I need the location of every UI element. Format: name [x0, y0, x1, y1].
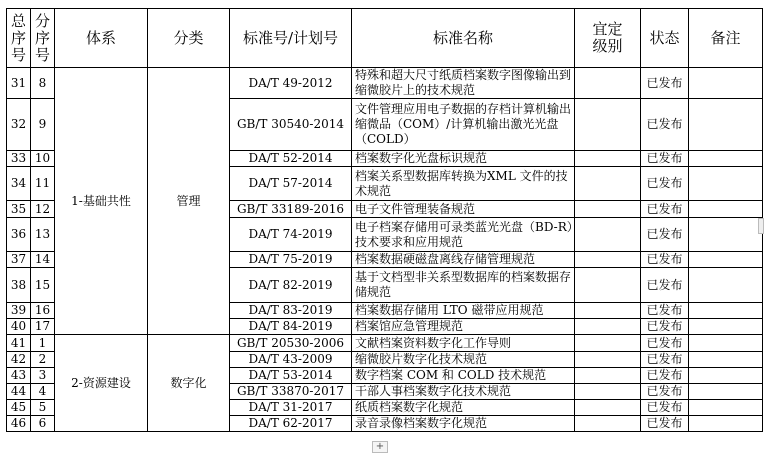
std-name-cell: 录音录像档案数字化规范 — [352, 416, 575, 432]
sub-no-cell: 16 — [31, 303, 55, 319]
level-cell — [575, 384, 641, 400]
remark-cell — [689, 151, 763, 167]
remark-cell — [689, 368, 763, 384]
total-no-cell: 40 — [7, 319, 31, 335]
total-no-cell: 44 — [7, 384, 31, 400]
level-cell — [575, 68, 641, 99]
std-no-cell: DA/T 83-2019 — [230, 303, 352, 319]
header-sub-no: 分序号 — [31, 9, 55, 68]
total-no-cell: 46 — [7, 416, 31, 432]
header-status: 状态 — [641, 9, 689, 68]
std-no-cell: DA/T 57-2014 — [230, 167, 352, 201]
sub-no-cell: 1 — [31, 335, 55, 352]
std-no-cell: DA/T 43-2009 — [230, 352, 352, 368]
total-no-cell: 41 — [7, 335, 31, 352]
remark-cell — [689, 167, 763, 201]
status-cell: 已发布 — [641, 416, 689, 432]
remark-cell — [689, 400, 763, 416]
remark-cell — [689, 201, 763, 218]
level-cell — [575, 218, 641, 252]
sub-no-cell: 13 — [31, 218, 55, 252]
sub-no-cell: 8 — [31, 68, 55, 99]
level-cell — [575, 400, 641, 416]
std-name-cell: 特殊和超大尺寸纸质档案数字图像输出到缩微胶片上的技术规范 — [352, 68, 575, 99]
status-cell: 已发布 — [641, 167, 689, 201]
remark-cell — [689, 99, 763, 151]
std-no-cell: DA/T 31-2017 — [230, 400, 352, 416]
std-no-cell: DA/T 82-2019 — [230, 268, 352, 303]
remark-cell — [689, 319, 763, 335]
status-cell: 已发布 — [641, 99, 689, 151]
level-cell — [575, 335, 641, 352]
std-name-cell: 缩微胶片数字化技术规范 — [352, 352, 575, 368]
level-cell — [575, 201, 641, 218]
total-no-cell: 33 — [7, 151, 31, 167]
header-system: 体系 — [55, 9, 148, 68]
std-name-cell: 数字档案 COM 和 COLD 技术规范 — [352, 368, 575, 384]
header-remark: 备注 — [689, 9, 763, 68]
total-no-cell: 31 — [7, 68, 31, 99]
std-name-cell: 档案数字化光盘标识规范 — [352, 151, 575, 167]
category-cell: 管理 — [148, 68, 230, 335]
add-row-handle[interactable]: + — [372, 441, 388, 453]
sub-no-cell: 15 — [31, 268, 55, 303]
total-no-cell: 34 — [7, 167, 31, 201]
remark-cell — [689, 303, 763, 319]
level-cell — [575, 352, 641, 368]
header-name: 标准名称 — [352, 9, 575, 68]
std-no-cell: DA/T 62-2017 — [230, 416, 352, 432]
level-cell — [575, 416, 641, 432]
status-cell: 已发布 — [641, 368, 689, 384]
std-no-cell: DA/T 53-2014 — [230, 368, 352, 384]
total-no-cell: 38 — [7, 268, 31, 303]
sub-no-cell: 17 — [31, 319, 55, 335]
system-cell: 2-资源建设 — [55, 335, 148, 432]
std-no-cell: DA/T 84-2019 — [230, 319, 352, 335]
system-cell: 1-基础共性 — [55, 68, 148, 335]
status-cell: 已发布 — [641, 218, 689, 252]
std-name-cell: 干部人事档案数字化技术规范 — [352, 384, 575, 400]
status-cell: 已发布 — [641, 268, 689, 303]
remark-cell — [689, 218, 763, 252]
header-level: 宜定级别 — [575, 9, 641, 68]
status-cell: 已发布 — [641, 303, 689, 319]
table-row — [7, 335, 763, 352]
std-no-cell: GB/T 30540-2014 — [230, 99, 352, 151]
header-total-no: 总序号 — [7, 9, 31, 68]
sub-no-cell: 2 — [31, 352, 55, 368]
level-cell — [575, 319, 641, 335]
status-cell: 已发布 — [641, 384, 689, 400]
level-cell — [575, 368, 641, 384]
std-name-cell: 档案数据存储用 LTO 磁带应用规范 — [352, 303, 575, 319]
header-std-no: 标准号/计划号 — [230, 9, 352, 68]
remark-cell — [689, 268, 763, 303]
sub-no-cell: 11 — [31, 167, 55, 201]
status-cell: 已发布 — [641, 151, 689, 167]
status-cell: 已发布 — [641, 335, 689, 352]
level-cell — [575, 99, 641, 151]
std-name-cell: 文件管理应用电子数据的存档计算机输出缩微品（COM）/计算机输出激光光盘（COLD） — [352, 99, 575, 151]
std-name-cell: 档案数据硬磁盘离线存储管理规范 — [352, 252, 575, 268]
total-no-cell: 32 — [7, 99, 31, 151]
level-cell — [575, 167, 641, 201]
total-no-cell: 42 — [7, 352, 31, 368]
std-no-cell: DA/T 52-2014 — [230, 151, 352, 167]
status-cell: 已发布 — [641, 252, 689, 268]
std-no-cell: GB/T 33870-2017 — [230, 384, 352, 400]
status-cell: 已发布 — [641, 68, 689, 99]
sub-no-cell: 4 — [31, 384, 55, 400]
standards-table — [6, 8, 763, 432]
level-cell — [575, 303, 641, 319]
table-row — [7, 68, 763, 99]
total-no-cell: 35 — [7, 201, 31, 218]
category-cell: 数字化 — [148, 335, 230, 432]
sub-no-cell: 5 — [31, 400, 55, 416]
total-no-cell: 36 — [7, 218, 31, 252]
level-cell — [575, 268, 641, 303]
std-name-cell: 电子档案存储用可录类蓝光光盘（BD-R）技术要求和应用规范 — [352, 218, 575, 252]
total-no-cell: 45 — [7, 400, 31, 416]
total-no-cell: 37 — [7, 252, 31, 268]
remark-cell — [689, 384, 763, 400]
std-no-cell: DA/T 49-2012 — [230, 68, 352, 99]
header-category: 分类 — [148, 9, 230, 68]
std-no-cell: DA/T 75-2019 — [230, 252, 352, 268]
remark-cell — [689, 416, 763, 432]
status-cell: 已发布 — [641, 400, 689, 416]
sub-no-cell: 6 — [31, 416, 55, 432]
status-cell: 已发布 — [641, 352, 689, 368]
std-name-cell: 基于文档型非关系型数据库的档案数据存储规范 — [352, 268, 575, 303]
total-no-cell: 39 — [7, 303, 31, 319]
level-cell — [575, 151, 641, 167]
level-cell — [575, 252, 641, 268]
remark-cell — [689, 352, 763, 368]
status-cell: 已发布 — [641, 319, 689, 335]
sub-no-cell: 9 — [31, 99, 55, 151]
total-no-cell: 43 — [7, 368, 31, 384]
sub-no-cell: 3 — [31, 368, 55, 384]
std-name-cell: 档案馆应急管理规范 — [352, 319, 575, 335]
std-name-cell: 电子文件管理装备规范 — [352, 201, 575, 218]
sub-no-cell: 14 — [31, 252, 55, 268]
table-resize-handle[interactable] — [758, 218, 764, 234]
std-no-cell: GB/T 33189-2016 — [230, 201, 352, 218]
status-cell: 已发布 — [641, 201, 689, 218]
sub-no-cell: 12 — [31, 201, 55, 218]
std-no-cell: DA/T 74-2019 — [230, 218, 352, 252]
std-name-cell: 档案关系型数据库转换为XML 文件的技术规范 — [352, 167, 575, 201]
remark-cell — [689, 68, 763, 99]
sub-no-cell: 10 — [31, 151, 55, 167]
remark-cell — [689, 335, 763, 352]
std-no-cell: GB/T 20530-2006 — [230, 335, 352, 352]
header-row — [7, 9, 763, 68]
std-name-cell: 文献档案资料数字化工作导则 — [352, 335, 575, 352]
remark-cell — [689, 252, 763, 268]
std-name-cell: 纸质档案数字化规范 — [352, 400, 575, 416]
